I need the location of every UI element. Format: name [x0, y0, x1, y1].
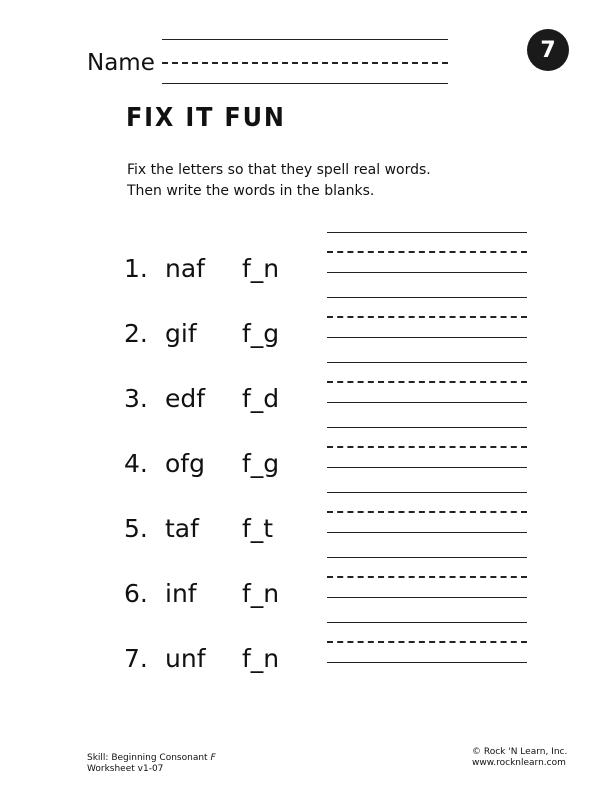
- name-label: Name: [87, 50, 155, 76]
- copyright-text: © Rock 'N Learn, Inc.: [472, 747, 568, 757]
- exercise-number: 6.: [124, 579, 148, 608]
- answer-middle-dashed-line: [327, 511, 527, 513]
- answer-base-line: [327, 272, 527, 273]
- page-number-badge: 7: [527, 29, 569, 71]
- answer-base-line: [327, 402, 527, 403]
- answer-top-line: [327, 232, 527, 233]
- exercise-number: 4.: [124, 449, 148, 478]
- exercise-row: [0, 384, 612, 424]
- exercise-number: 2.: [124, 319, 148, 348]
- exercise-row: [0, 579, 612, 619]
- instruction-line-1: Fix the letters so that they spell real words.: [127, 162, 431, 178]
- word-pattern: f_t: [242, 514, 274, 543]
- skill-line: [87, 753, 216, 764]
- answer-top-line: [327, 362, 527, 363]
- skill-letter: F: [210, 753, 216, 763]
- name-middle-dashed-line: [162, 62, 448, 64]
- skill-text: Skill: Beginning Consonant: [87, 753, 211, 763]
- word-pattern: f_d: [242, 384, 280, 413]
- answer-base-line: [327, 597, 527, 598]
- footer-skill: [87, 753, 216, 775]
- exercise-row: [0, 254, 612, 294]
- exercise-row: [0, 514, 612, 554]
- footer-publisher: [472, 747, 567, 769]
- answer-middle-dashed-line: [327, 381, 527, 383]
- worksheet-id: Worksheet v1-07: [87, 764, 164, 774]
- scrambled-word: taf: [165, 514, 199, 543]
- answer-top-line: [327, 622, 527, 623]
- word-pattern: f_g: [242, 449, 280, 478]
- answer-top-line: [327, 297, 527, 298]
- word-pattern: f_n: [242, 579, 280, 608]
- scrambled-word: naf: [165, 254, 205, 283]
- worksheet-title: FIX IT FUN: [126, 103, 286, 133]
- answer-middle-dashed-line: [327, 576, 527, 578]
- scrambled-word: unf: [165, 644, 206, 673]
- exercise-number: 1.: [124, 254, 148, 283]
- exercise-number: 3.: [124, 384, 148, 413]
- answer-middle-dashed-line: [327, 251, 527, 253]
- website-text: www.rocknlearn.com: [472, 758, 566, 768]
- scrambled-word: inf: [165, 579, 197, 608]
- exercise-number: 7.: [124, 644, 148, 673]
- answer-writing-field[interactable]: [327, 297, 527, 357]
- answer-top-line: [327, 427, 527, 428]
- word-pattern: f_n: [242, 254, 280, 283]
- answer-base-line: [327, 337, 527, 338]
- answer-middle-dashed-line: [327, 641, 527, 643]
- answer-middle-dashed-line: [327, 446, 527, 448]
- scrambled-word: edf: [165, 384, 206, 413]
- answer-middle-dashed-line: [327, 316, 527, 318]
- answer-writing-field[interactable]: [327, 557, 527, 617]
- word-pattern: f_g: [242, 319, 280, 348]
- answer-writing-field[interactable]: [327, 622, 527, 682]
- instructions: [127, 160, 431, 202]
- answer-writing-field[interactable]: [327, 427, 527, 487]
- exercise-row: [0, 319, 612, 359]
- answer-base-line: [327, 532, 527, 533]
- scrambled-word: gif: [165, 319, 197, 348]
- name-writing-field[interactable]: [162, 36, 448, 86]
- exercise-number: 5.: [124, 514, 148, 543]
- name-top-line: [162, 39, 448, 40]
- instruction-line-2: Then write the words in the blanks.: [127, 183, 375, 199]
- answer-writing-field[interactable]: [327, 232, 527, 292]
- answer-base-line: [327, 467, 527, 468]
- answer-top-line: [327, 557, 527, 558]
- answer-top-line: [327, 492, 527, 493]
- answer-writing-field[interactable]: [327, 492, 527, 552]
- exercise-row: [0, 644, 612, 684]
- exercise-row: [0, 449, 612, 489]
- answer-base-line: [327, 662, 527, 663]
- scrambled-word: ofg: [165, 449, 205, 478]
- name-base-line: [162, 83, 448, 84]
- answer-writing-field[interactable]: [327, 362, 527, 422]
- word-pattern: f_n: [242, 644, 280, 673]
